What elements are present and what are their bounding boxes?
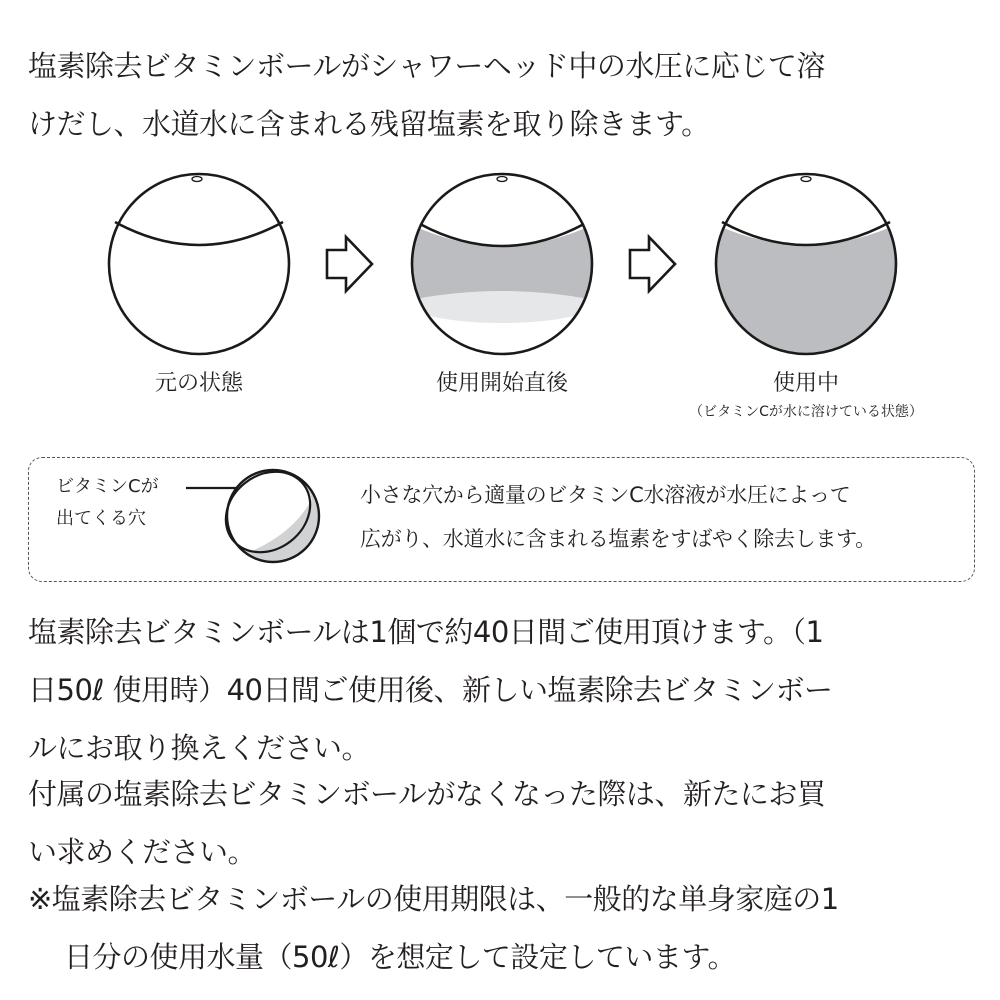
note-line: 小さな穴から適量のビタミンC水溶液が水圧によって — [360, 483, 851, 507]
usage-line: 塩素除去ビタミンボールは1個で約40日間ご使用頂けます。（1 — [28, 615, 824, 649]
note-line: 広がり、水道水に含まれる塩素をすばやく除去します。 — [360, 527, 876, 551]
intro-line: けだし、水道水に含まれる残留塩素を取り除きます。 — [28, 107, 710, 141]
stage-label-in-use: 使用中 — [772, 371, 839, 396]
usage-line: ルにお取り換えください。 — [28, 731, 371, 765]
stage-label-start: 使用開始直後 — [435, 371, 568, 396]
replacement-line: い求めください。 — [28, 835, 257, 869]
footnote-line: 日分の使用水量（50ℓ）を想定して設定しています。 — [64, 940, 737, 974]
stage-sublabel-in-use: （ビタミンCが水に溶けている状態） — [689, 404, 923, 420]
stage-label-original: 元の状態 — [154, 371, 243, 396]
replacement-line: 付属の塩素除去ビタミンボールがなくなった際は、新たにお買 — [28, 777, 826, 811]
footnote-line: ※塩素除去ビタミンボールの使用期限は、一般的な単身家庭の1 — [28, 882, 839, 916]
small-ball-icon — [210, 455, 330, 575]
replacement-paragraph — [28, 765, 978, 881]
note-text — [360, 473, 876, 561]
callout-line: ビタミンCが — [56, 476, 159, 497]
intro-line: 塩素除去ビタミンボールがシャワーヘッド中の水圧に応じて溶 — [28, 49, 825, 83]
footnote — [28, 870, 839, 986]
callout-line: 出てくる穴 — [56, 508, 146, 529]
usage-paragraph — [28, 603, 978, 777]
usage-line: 日50ℓ 使用時）40日間ご使用後、新しい塩素除去ビタミンボー — [28, 673, 833, 707]
